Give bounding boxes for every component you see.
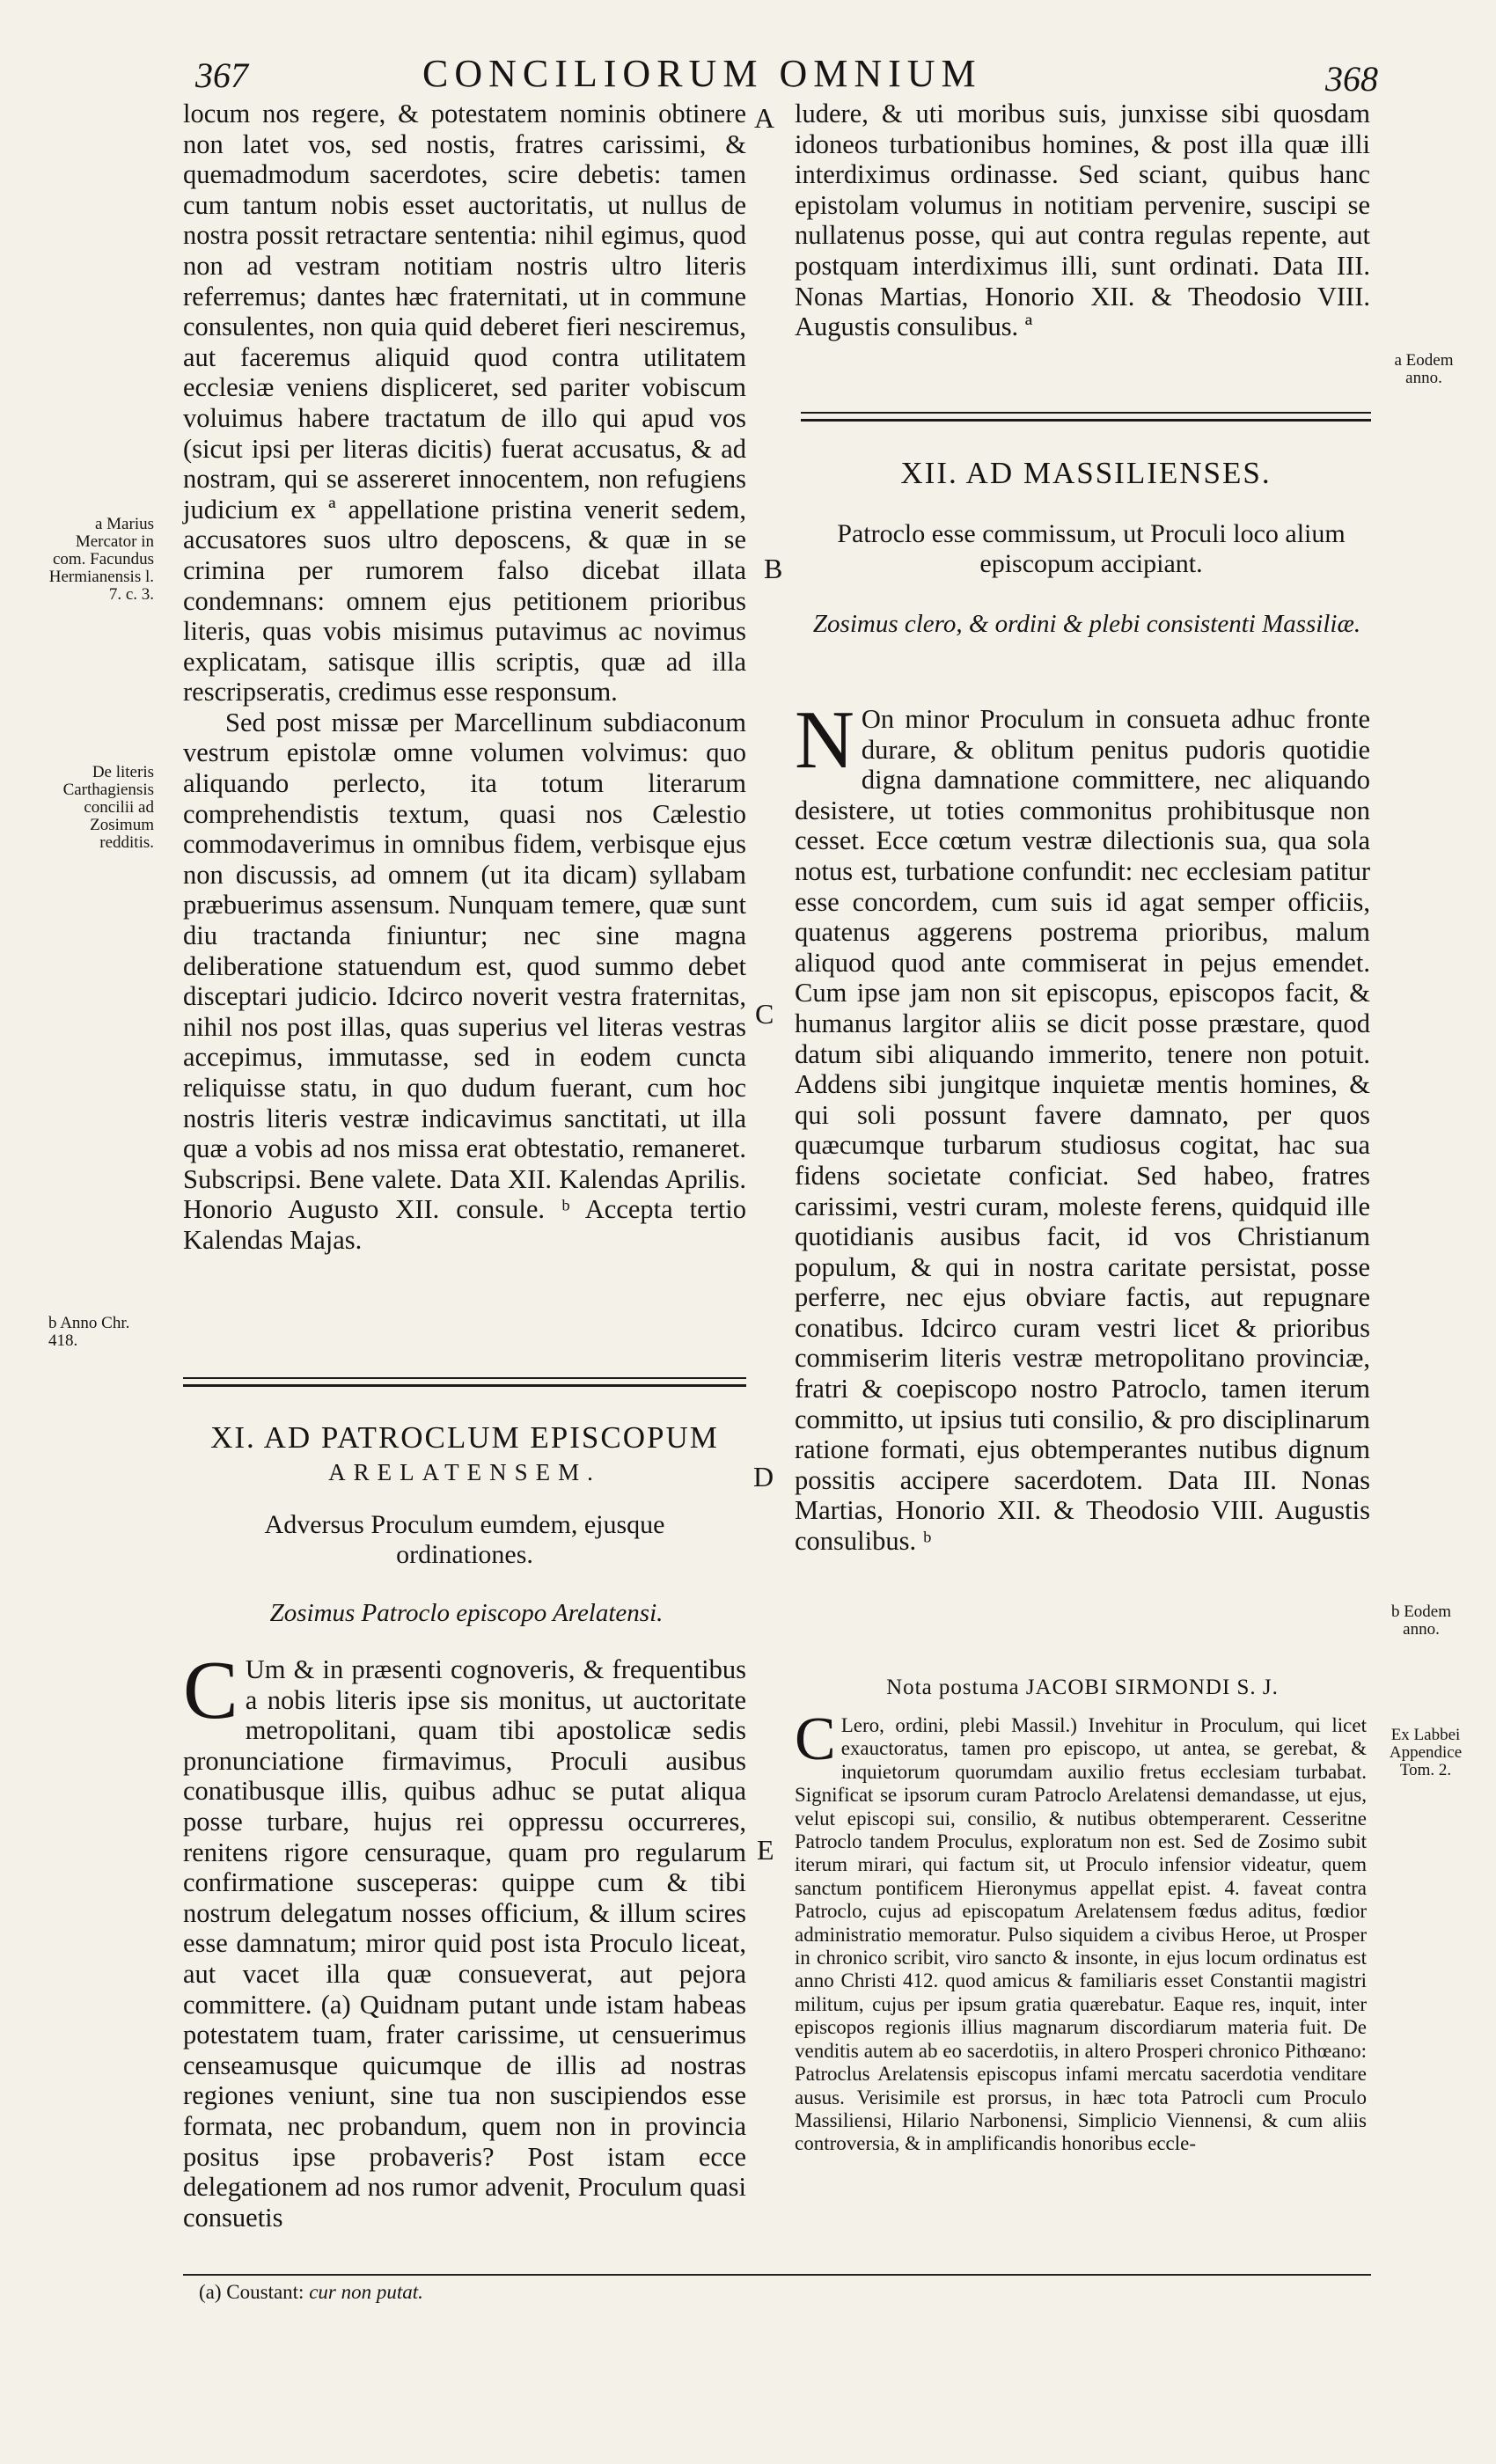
section-xii-address: Zosimus clero, & ordini & plebi consistenti Massiliæ. xyxy=(812,610,1361,638)
margin-note-a-left: a Marius Mercator in com. Facundus Hermianensis l. 7. c. 3. xyxy=(48,515,154,604)
section-xii-body xyxy=(795,694,1370,1557)
margin-note-a-right: a Eodem anno. xyxy=(1394,351,1454,387)
left-page-number: 367 xyxy=(195,55,248,95)
section-xi-body xyxy=(183,1645,746,2233)
margin-note-b-left: b Anno Chr. 418. xyxy=(48,1314,130,1350)
footnote-italic: cur non putat. xyxy=(309,2281,423,2303)
margin-note-b-right: b Eodem anno. xyxy=(1390,1602,1452,1639)
nota-body xyxy=(795,1705,1367,2156)
section-xii-dropcap: N xyxy=(795,694,854,786)
right-page-number: 368 xyxy=(1325,59,1378,99)
nota-dropcap: C xyxy=(795,1705,836,1773)
footnote xyxy=(199,2281,423,2304)
section-divider-right xyxy=(801,412,1371,422)
running-title: CONCILIORUM OMNIUM xyxy=(422,52,982,95)
footnote-rule xyxy=(183,2274,1371,2276)
section-xi-address: Zosimus Patroclo episcopo Arelatensi. xyxy=(269,1599,664,1627)
footnote-text: Coustant: xyxy=(226,2281,304,2303)
section-xi-dropcap: C xyxy=(183,1645,238,1736)
nota-text: Lero, ordini, plebi Massil.) Invehitur in Proculum, qui licet exauctoratus, tamen pro episcopo, ut antea, se gerebat, & inquietorum quorumdam auxilio fretus ecclesiam turbabat. Significat se ipsorum curam Patroclo Arelatensi demandasse, ut ejus, velut episcopi sui, consilio, & nutibus obtemperarent. Cesseritne Patroclo tandem Proculus, exploratum non est. Sed de Zosimo subit iterum mirari, qui factum sit, ut Proculo infensior videatur, quem sanctum pontificem Hieronymus appellat epist. 4. faveat contra Patroclo, cujus ad episcopatum Arelatensem fœdus aditus, fœdior administratio memoratur. Pulso siquidem a civibus Heroe, ut Prosper in chronico scribit, viro sancto & insonte, in ejus locum ordinatus est anno Christi 412. quod amicus & familiaris esset Constantii magistri militum, cujus per ipsum gratia quærebatur. Eaque res, inquit, inter episcopos regionis illius magnarum discordiarum materia fuit. De venditis autem ab eo sacerdotiis, in altero Prosperi chronico Pithœano: Patroclus Arelatensis episcopus infami mercatu sacerdotia venditare ausus. Verisimile est prorsus, in hæc tota Patrocli cum Proculo Massiliensi, Hilario Narbonensi, Simplicio Viennensi, & cum aliis controversia, & in amplificandis honoribus eccle- xyxy=(795,1714,1367,2155)
section-xi-text: Um & in præsenti cognoveris, & frequentibus a nobis literis ipse sis monitus, ut auctoritate metropolitani, quam tibi apostolicæ sedis pronunciatione firmavimus, Proculi ausibus conatibusque illis, quibus adhuc se putat aliqua posse turbare, hujus rei oppressu occurreres, renitens rigore censuraque, quam pro regularum confirmatione susceperas: quippe cum & tibi nostrum delegatum nosses officium, & illum scires esse damnatum; miror quid post ista Proculo liceat, aut vacet illa quæ consueverat, aut pejora committere. (a) Quidnam putant unde istam habeas potestatem tuam, frater carissime, ut censuerimus censeamusque quicumque de illis ad nostras regiones veniunt, sine tua non suscipiendos esse formata, nec probandum, quem non in provincia positus ipse probaveris? Post istam ecce delegationem ad nos rumor advenit, Proculum quasi consuetis xyxy=(183,1654,746,2233)
section-xi-subtitle: ARELATENSEM. xyxy=(328,1459,601,1485)
section-xii-text: On minor Proculum in consueta adhuc fronte durare, & oblitum penitus pudoris quotidie digna damnatione committere, nec aliquando desistere, ut toties commonitus prohibitusque non cesset. Ecce cœtum vestræ dilectionis sua, qua sola notus est, turbatione confundit: nec ecclesiam patitur esse concordem, cum suis id agat semper officiis, quatenus aggerens postrema prioribus, malum aliquod quod ante commiserat in pejus emendet. Cum ipse jam non sit episcopus, episcopos facit, & humanus largitor aliis se dicit posse præstare, quod datum sibi aliquando immerito, tenere non potuit. Addens sibi jungitque inquietæ mentis homines, & qui soli possunt favere damnato, per quos quæcumque turbarum studiosus cogitat, hac sua fidens societate conficiat. Sed habeo, fratres carissimi, vestri curam, moleste ferens, quidquid ille quotidianis ausibus facit, id vos Christianum populum, & qui in nostra caritate persistat, posse perferre, nec ejus obviare factis, aut repugnare conatibus. Idcirco curam vestri licet & prioribus commiserim literis vestræ metropolitano provinciæ, fratri & coepiscopo nostro Patroclo, tamen iterum committo, ut ipsius tuti consilio, & pro disciplinarum ratione formati, ejus obtemperantes nutibus dignum possitis accipere sacerdotem. Data III. Nonas Martias, Honorio XII. & Theodosio VIII. Augustis consulibus. ᵇ xyxy=(795,704,1370,1557)
left-paragraph-2: Sed post missæ per Marcellinum subdiaconum vestrum epistolæ omne volumen volvimus: quo aliquando perlecto, ita totum literarum comprehendistis textum, quasi nos Cælestio commodaverimus in omnibus fidem, verbisque ejus non discussis, ad omnem (ut ita dicam) syllabam præbuerimus assensum. Nunquam temere, quæ sunt diu tractanda finiuntur; nec sine magna deliberatione statuendum est, quod summo debet disceptari judicio. Idcirco noverit vestra fraternitas, nihil nos post illas, quas superius vel literas vestras accepimus, immutasse, sed in eodem cuncta reliquisse statu, in quo dudum fuerant, cum hoc nostris literis vestræ indicavimus sanctitati, ut illa quæ a vobis ad nos missa erat obtestatio, remaneret. Subscripsi. Bene valete. Data XII. Kalendas Aprilis. Honorio Augusto XII. consule. ᵇ Accepta tertio Kalendas Majas. xyxy=(183,707,746,1255)
section-xi-summary: Adversus Proculum eumdem, ejusque ordinationes. xyxy=(264,1510,665,1569)
section-divider-left xyxy=(183,1377,746,1387)
section-marker-c: C xyxy=(755,998,774,1030)
section-xii-title: XII. AD MASSILIENSES. xyxy=(900,456,1272,490)
section-marker-b: B xyxy=(764,553,783,584)
left-column xyxy=(183,99,746,1256)
margin-note-de-literis: De literis Carthagiensis concilii ad Zosimum redditis. xyxy=(62,763,154,852)
section-marker-d: D xyxy=(753,1461,774,1492)
right-column xyxy=(795,99,1370,342)
nota-title: Nota postuma JACOBI SIRMONDI S. J. xyxy=(886,1676,1279,1699)
section-xii-summary: Patroclo esse commissum, ut Proculi loco alium episcopum accipiant. xyxy=(837,519,1346,578)
section-marker-a: A xyxy=(754,102,775,134)
left-continuation-text: locum nos regere, & potestatem nominis obtinere non latet vos, sed nostis, fratres carissimi, & quemadmodum sacerdotes, scire debetis: tamen cum tantum nobis esset auctoritatis, ut nullus de nostra possit retractare sententia: nihil egimus, quod non ad vestram notitiam nostris ultro literis referremus; dantes hæc fraternitati, ut in commune consulentes, non quia quid deberet fieri nesciremus, aut faceremus aliquid quod contra utilitatem ecclesiæ veniens displiceret, sed pariter vobiscum voluimus habere tractatum de illo qui apud vos (sicut ipsi per literas dicitis) fuerat accusatus, & ad nostram, qui se assereret innocentem, non refugiens judicium ex ª appellatione pristina venerit sedem, accusatores suos ultro deposcens, & quæ in se crimina per rumorem falso dicebat illata condemnans: omnem ejus petitionem prioribus literis, quas vobis misimus putavimus ac novimus explicatam, satisque illis scriptis, quæ ad illa rescripseratis, credimus esse responsum. xyxy=(183,99,746,708)
margin-note-labbe: Ex Labbei Appendice Tom. 2. xyxy=(1389,1726,1463,1779)
section-xi-title: XI. AD PATROCLUM EPISCOPUM xyxy=(210,1420,719,1455)
right-continuation-text: ludere, & uti moribus suis, junxisse sibi quosdam idoneos turbationibus homines, & post illa quæ illi interdiximus ordinasse. Sed sciant, quibus hanc epistolam volumus in notitiam pervenire, suscipi se nullatenus posse, qui aut contra regulas repente, aut postquam interdiximus illi, sunt ordinati. Data III. Nonas Martias, Honorio XII. & Theodosio VIII. Augustis consulibus. ª xyxy=(795,99,1370,342)
section-marker-e: E xyxy=(757,1834,774,1866)
footnote-marker: (a) xyxy=(199,2281,222,2303)
